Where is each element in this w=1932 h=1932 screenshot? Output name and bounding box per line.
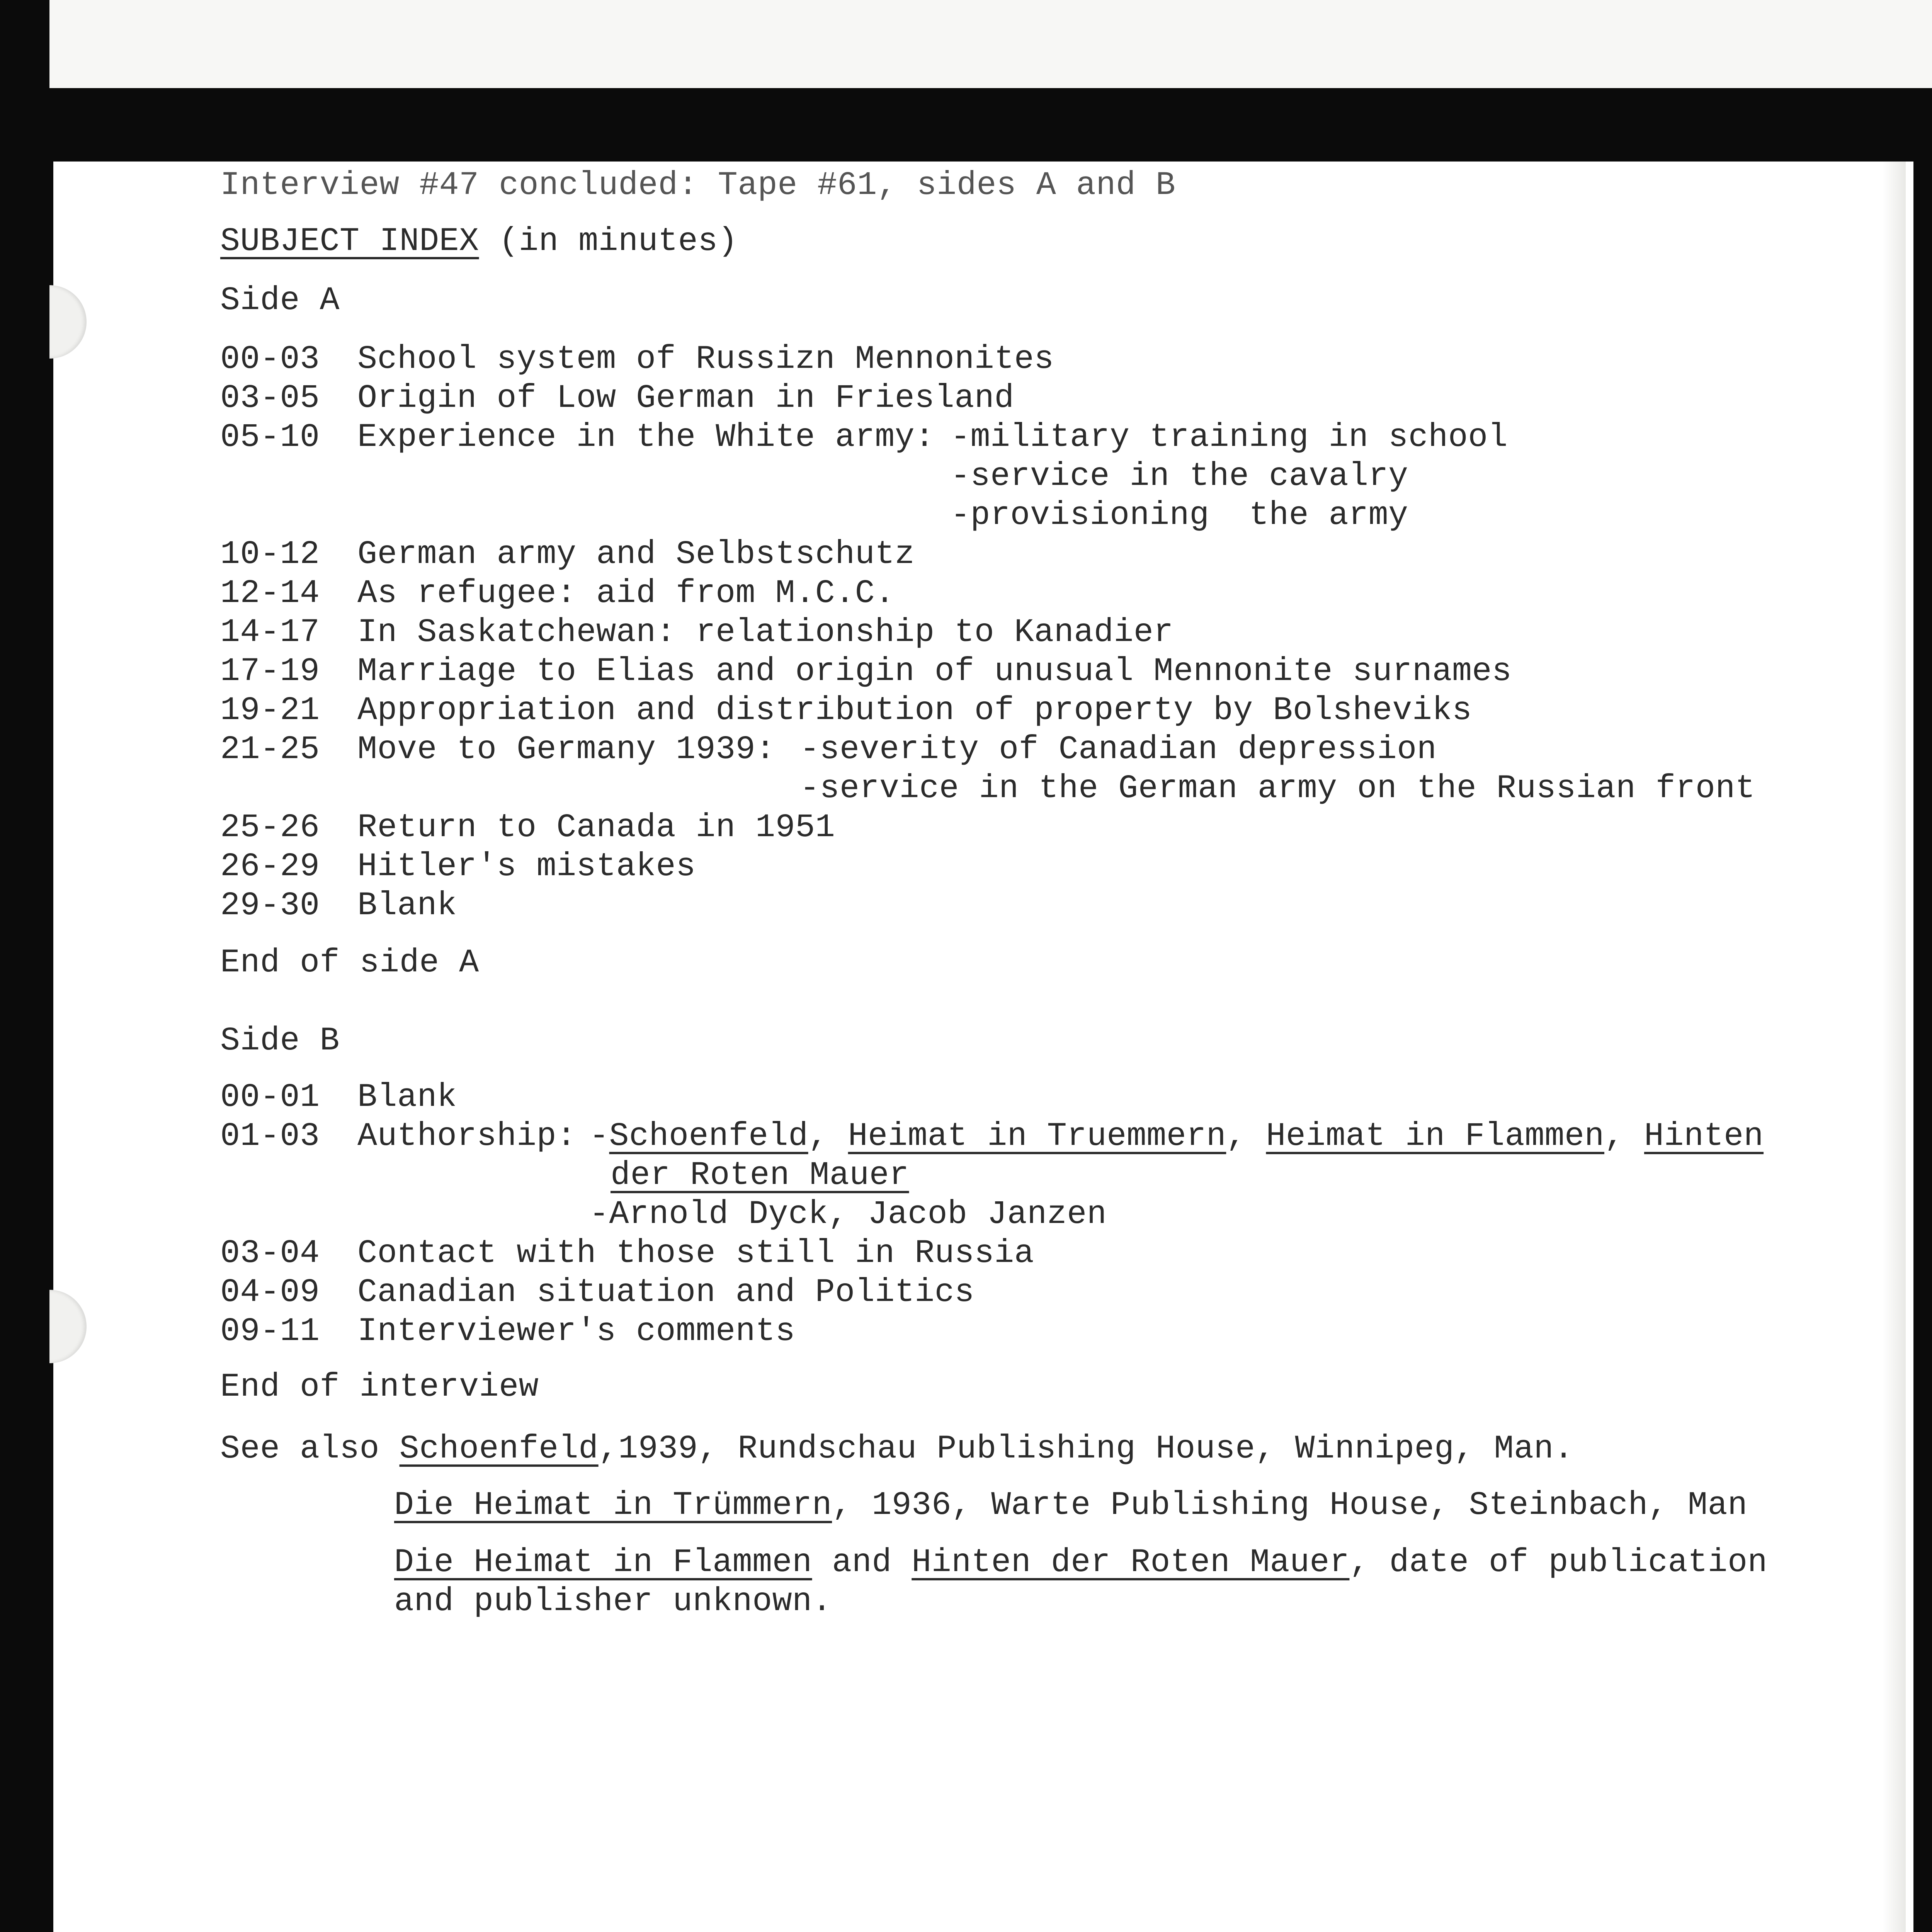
time-code: 21-25 bbox=[220, 731, 320, 768]
time-code: 03-05 bbox=[220, 379, 320, 417]
side-a-title: Side A bbox=[220, 282, 340, 319]
reference-title: Die Heimat in Flammen bbox=[394, 1544, 812, 1581]
side-a-end: End of side A bbox=[220, 944, 479, 981]
sub-item: -service in the German army on the Russian front bbox=[800, 770, 1755, 807]
subject-index-label: SUBJECT INDEX bbox=[220, 223, 479, 260]
punch-hole bbox=[49, 285, 87, 359]
time-code: 03-04 bbox=[220, 1235, 320, 1272]
entry-text: School system of Russizn Mennonites bbox=[357, 340, 1054, 378]
reference-details: , 1936, Warte Publishing House, Steinbach, Man bbox=[832, 1486, 1748, 1524]
work-title: Heimat in Truemmern bbox=[848, 1117, 1226, 1155]
authorship-works-cont bbox=[611, 1156, 909, 1195]
authorship-other: -Arnold Dyck, Jacob Janzen bbox=[589, 1196, 1107, 1233]
time-code: 26-29 bbox=[220, 848, 320, 885]
subject-index-suffix: (in minutes) bbox=[479, 223, 738, 260]
reference-title: Schoenfeld bbox=[399, 1430, 599, 1468]
work-title: der Roten Mauer bbox=[611, 1156, 909, 1194]
time-code: 00-03 bbox=[220, 340, 320, 378]
side-b-title: Side B bbox=[220, 1022, 340, 1060]
entry-text: As refugee: aid from M.C.C. bbox=[357, 575, 895, 612]
sub-item: -provisioning the army bbox=[951, 497, 1408, 534]
time-code: 17-19 bbox=[220, 653, 320, 690]
work-title: Schoenfeld bbox=[609, 1117, 808, 1155]
entry-text: In Saskatchewan: relationship to Kanadier bbox=[357, 614, 1173, 651]
header-line: Interview #47 concluded: Tape #61, sides A and B bbox=[220, 167, 1176, 204]
entry-text: Interviewer's comments bbox=[357, 1313, 796, 1350]
entry-text: German army and Selbstschutz bbox=[357, 536, 915, 573]
underlying-sheet bbox=[49, 0, 1932, 88]
see-also-line bbox=[220, 1430, 1574, 1468]
reference-line-cont: and publisher unknown. bbox=[394, 1583, 832, 1620]
entry-text: Return to Canada in 1951 bbox=[357, 809, 835, 846]
subject-index-heading bbox=[220, 222, 738, 261]
reference-line bbox=[394, 1486, 1748, 1525]
entry-text: Move to Germany 1939: bbox=[357, 731, 776, 768]
entry-text: Experience in the White army: bbox=[357, 418, 935, 456]
time-code: 12-14 bbox=[220, 575, 320, 612]
sub-item: -service in the cavalry bbox=[951, 457, 1408, 495]
time-code: 25-26 bbox=[220, 809, 320, 846]
entry-text: Contact with those still in Russia bbox=[357, 1235, 1034, 1272]
time-code: 14-17 bbox=[220, 614, 320, 651]
document-page bbox=[53, 162, 1913, 1932]
time-code: 01-03 bbox=[220, 1117, 320, 1155]
entry-text: Origin of Low German in Friesland bbox=[357, 379, 1014, 417]
entry-text: Blank bbox=[357, 1078, 457, 1116]
reference-line bbox=[394, 1543, 1767, 1582]
time-code: 05-10 bbox=[220, 418, 320, 456]
page-edge-shadow bbox=[1883, 162, 1906, 1932]
reference-details: ,1939, Rundschau Publishing House, Winnipeg, Man. bbox=[598, 1430, 1574, 1468]
entry-text: Appropriation and distribution of property by Bolsheviks bbox=[357, 692, 1472, 729]
time-code: 29-30 bbox=[220, 887, 320, 924]
reference-details: , date of publication bbox=[1349, 1544, 1768, 1581]
reference-title: Hinten der Roten Mauer bbox=[912, 1544, 1350, 1581]
punch-hole bbox=[49, 1290, 87, 1363]
authorship-works: -Schoenfeld, Heimat in Truemmern, Heimat in Flammen, Hinten bbox=[589, 1117, 1764, 1155]
entry-text: Canadian situation and Politics bbox=[357, 1274, 975, 1311]
time-code: 04-09 bbox=[220, 1274, 320, 1311]
time-code: 09-11 bbox=[220, 1313, 320, 1350]
time-code: 10-12 bbox=[220, 536, 320, 573]
sub-item: -severity of Canadian depression bbox=[800, 731, 1437, 768]
entry-text: Authorship: bbox=[357, 1117, 577, 1155]
entry-text: Marriage to Elias and origin of unusual Mennonite surnames bbox=[357, 653, 1512, 690]
reference-title: Die Heimat in Trümmern bbox=[394, 1486, 832, 1524]
work-title: Heimat in Flammen bbox=[1266, 1117, 1604, 1155]
entry-text: Hitler's mistakes bbox=[357, 848, 696, 885]
entry-text: Blank bbox=[357, 887, 457, 924]
interview-end: End of interview bbox=[220, 1368, 539, 1406]
time-code: 00-01 bbox=[220, 1078, 320, 1116]
reference-join: and bbox=[812, 1544, 912, 1581]
see-also-prefix: See also bbox=[220, 1430, 400, 1468]
work-title: Hinten bbox=[1644, 1117, 1764, 1155]
time-code: 19-21 bbox=[220, 692, 320, 729]
sub-item: -military training in school bbox=[951, 418, 1508, 456]
